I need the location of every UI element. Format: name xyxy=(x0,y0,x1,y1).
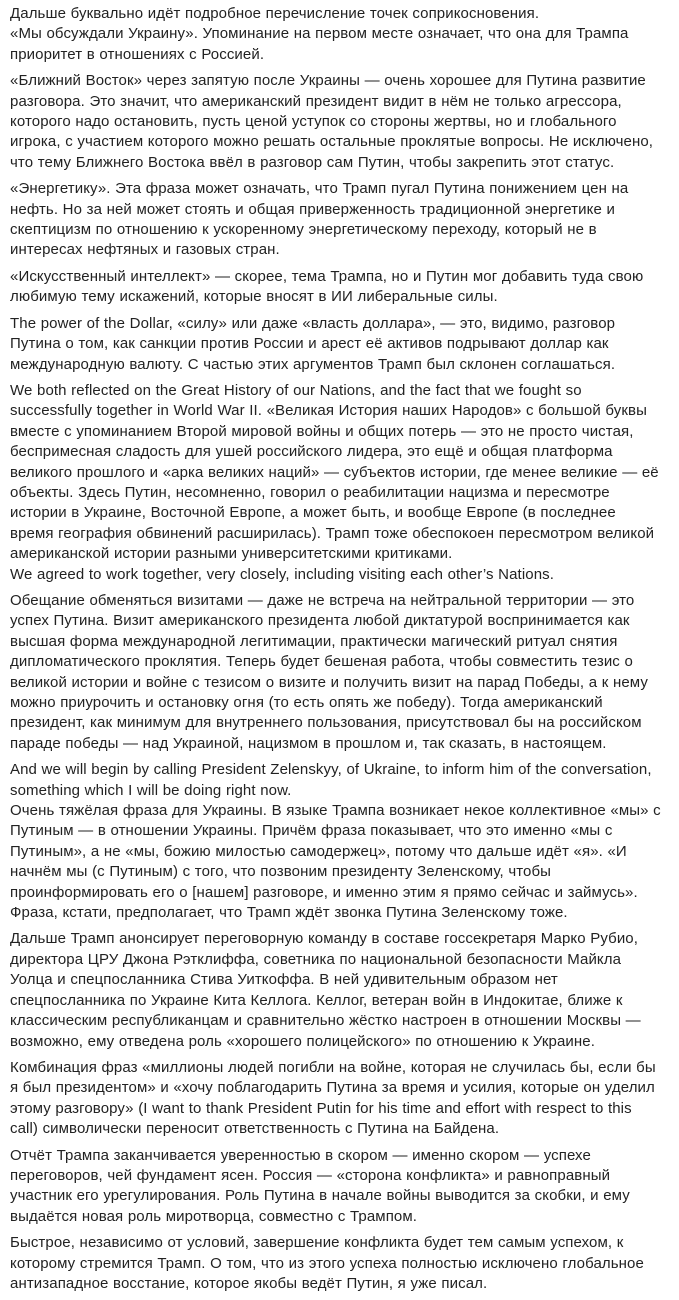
paragraph: We both reflected on the Great History of our Nations, and the fact that we fought so successfully together in World War II. «Великая История наших Народов» с большой буквы вместе с упоминанием Второй мировой войны и общих потерь — это не просто чистая, беспримесная сладость для ушей российского лидера, это ещё и общая платформа великого прошлого и «арка великих наций» — субъектов истории, где менее великие — её объекты. Здесь Путин, несомненно, говорил о реабилитации нацизма и пересмотре истории в Украине, Восточной Европе, а может быть, и вообще Европе (в последнее время география обвинений расширилась). Трамп тоже обеспокоен пересмотром великой американской истории разными университетскими критиками. We agreed to work together, very closely, including visiting each other’s Nations. xyxy=(10,381,659,583)
paragraph: «Искусственный интеллект» — скорее, тема Трампа, но и Путин мог добавить туда свою любимую тему искажений, которые вносят в ИИ либеральные силы. xyxy=(10,267,644,306)
paragraph: And we will begin by calling President Zelenskyy, of Ukraine, to inform him of the conversation, something which I will be doing right now. Очень тяжёлая фраза для Украины. В языке Трампа возникает некое коллективное «мы» с Путиным — в отношении Украины. Причём фраза показывает, что это именно «мы с Путиным», а не «мы, божию милостью самодержец», потому что дальше идёт «я». «И начнём мы (с Путиным) с того, что позвоним президенту Зеленскому, чтобы проинформировать его о [нашем] разговоре, и именно этим я прямо сейчас и займусь». Фраза, кстати, предполагает, что Трамп ждёт звонка Путина Зеленскому тоже. xyxy=(10,761,661,922)
paragraph: Быстрое, независимо от условий, завершение конфликта будет тем самым успехом, к которому стремится Трамп. О том, что из этого успеха полностью исключено глобальное антизападное восстание, которое якобы ведёт Путин, я уже писал. xyxy=(10,1234,644,1292)
paragraph: The power of the Dollar, «силу» или даже «власть доллара», — это, видимо, разговор Путина о том, как санкции против России и арест её активов подрывают доллар как международную валюту. С частью этих аргументов Трамп был склонен соглашаться. xyxy=(10,314,616,373)
paragraph: Дальше Трамп анонсирует переговорную команду в составе госсекретаря Марко Рубио, директора ЦРУ Джона Рэтклиффа, советника по национальной безопасности Майкла Уолца и спецпосланника Стива Уиткоффа. В ней удивительным образом нет спецпосланника по Украине Кита Келлога. Келлог, ветеран войн в Индокитае, ближе к классическим республиканцам и сравнительно жёстко настроен в отношении Москвы — возможно, ему отведена роль «хорошего полицейского» по отношению к Украине. xyxy=(10,930,641,1050)
paragraph: «Ближний Восток» через запятую после Украины — очень хорошее для Путина развитие разговора. Это значит, что американский президент видит в нём не только агрессора, которого надо остановить, пусть ценой уступок со стороны жертвы, но и глобального игрока, с участием которого можно решать остальные проклятые вопросы. Не исключено, что тему Ближнего Востока ввёл в разговор сам Путин, чтобы закрепить этот статус. xyxy=(10,72,654,171)
paragraph: «Энергетику». Эта фраза может означать, что Трамп пугал Путина понижением цен на нефть. Но за ней может стоять и общая приверженность традиционной энергетике и скептицизм по отношению к ускоренному энергетическому переходу, который не в интересах нефтяных и газовых стран. xyxy=(10,180,629,259)
paragraph: Обещание обменяться визитами — даже не встреча на нейтральной территории — это успех Путина. Визит американского президента любой диктатурой воспринимается как высшая форма международной легитимации, практически магический ритуал снятия дипломатического проклятия. Теперь будет бешеная работа, чтобы совместить тезис о великой истории и войне с тезисом о визите и получить визит на парад Победы, а к нему можно приурочить и остановку огня (то есть опять же победу). Тогда американский президент, как минимум для внутреннего пользования, присутствовал бы на российском параде победы — над Украиной, нацизмом в прошлом и, так сказать, в настоящем. xyxy=(10,591,648,752)
paragraph: Дальше буквально идёт подробное перечисление точек соприкосновения. «Мы обсуждали Украину». Упоминание на первом месте означает, что она для Трампа приоритет в отношениях с Россией. xyxy=(10,5,629,63)
paragraph: Комбинация фраз «миллионы людей погибли на войне, которая не случилась бы, если бы я был президентом» и «хочу поблагодарить Путина за время и усилия, которые он уделил этому разговору» (I want to thank President Putin for his time and effort with respect to this call) символически переносит ответственность с Путина на Байдена. xyxy=(10,1058,656,1138)
paragraph: Отчёт Трампа заканчивается уверенностью в скором — именно скором — успехе переговоров, чей фундамент ясен. Россия — «сторона конфликта» и равноправный участник его урегулирования. Роль Путина в начале войны выводится за скобки, и ему выдаётся новая роль миротворца, совместно с Трампом. xyxy=(10,1146,630,1225)
